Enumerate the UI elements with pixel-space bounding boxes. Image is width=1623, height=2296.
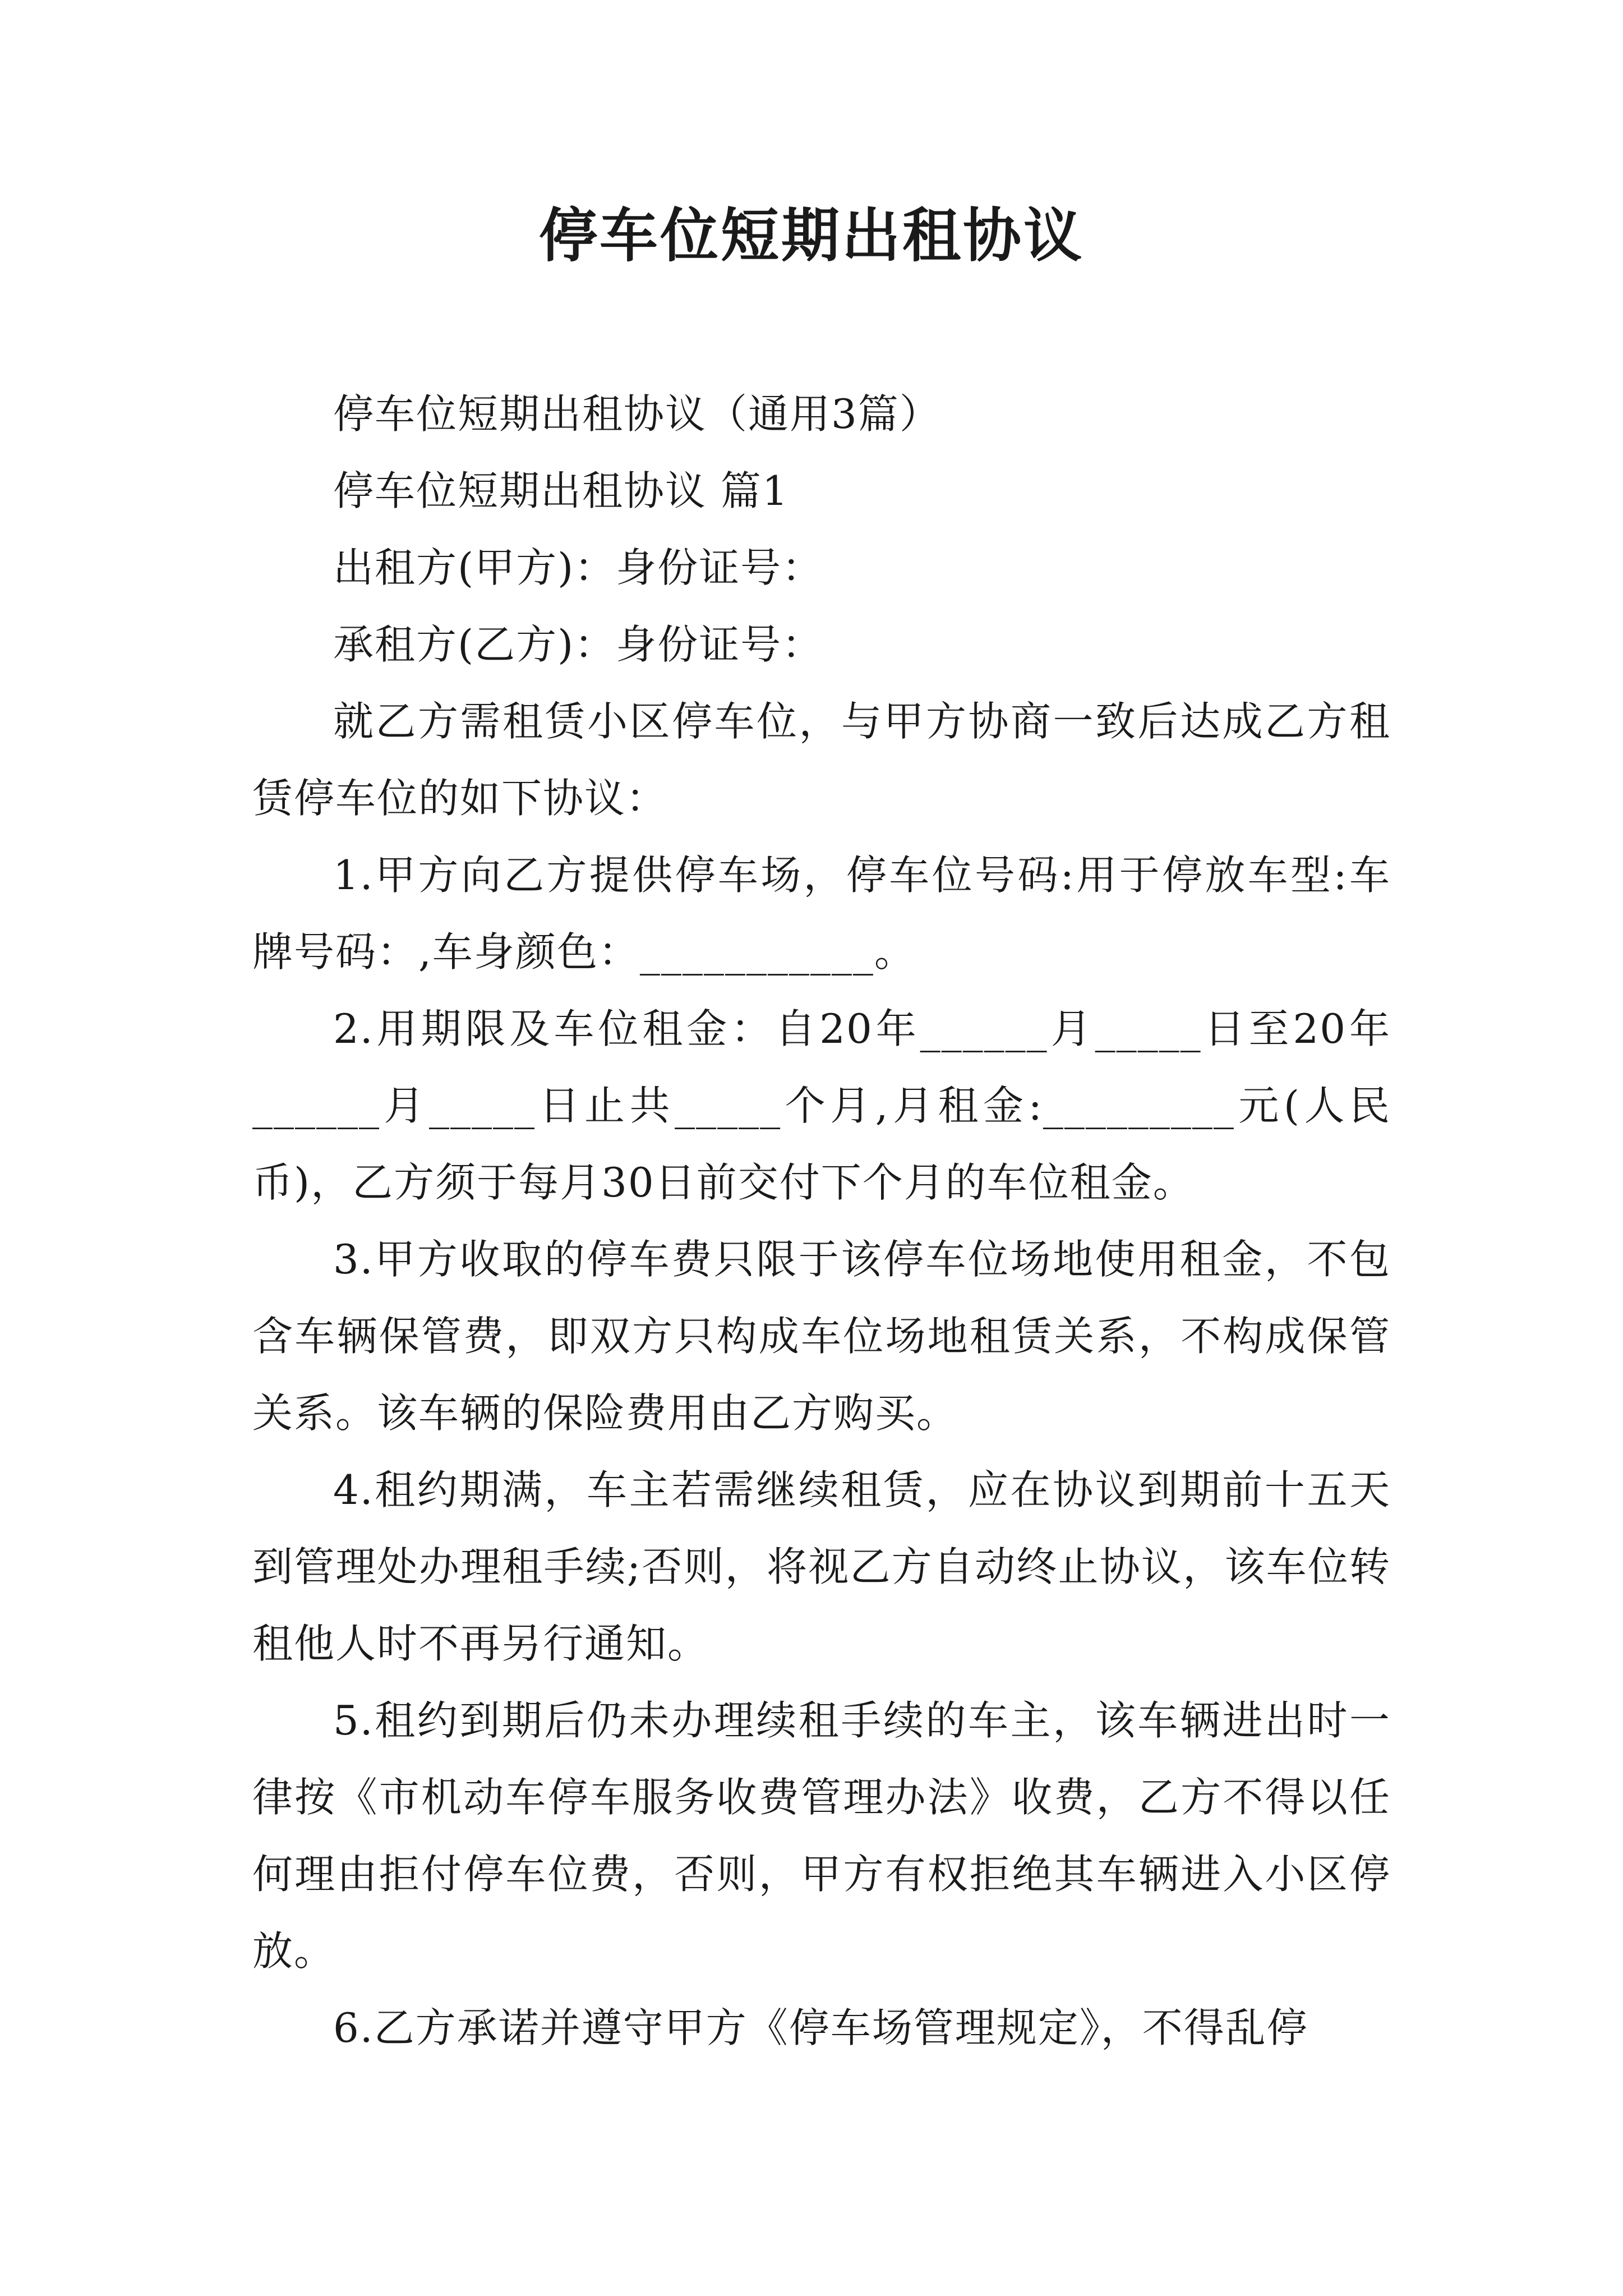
- document-body: [252, 376, 1391, 2067]
- paragraph-clause-5: 5.租约到期后仍未办理续租手续的车主，该车辆进出时一律按《市机动车停车服务收费管理办法》收费，乙方不得以任何理由拒付停车位费，否则，甲方有权拒绝其车辆进入小区停放。: [252, 1697, 1391, 1975]
- paragraph-lessee: 承租方(乙方)：身份证号：: [333, 621, 824, 668]
- paragraph-section-heading: 停车位短期出租协议 篇1: [333, 467, 789, 514]
- paragraph-lessor: 出租方(甲方)：身份证号：: [333, 544, 824, 591]
- paragraph-clause-2: 2.用期限及车位租金：自20年______月_____日至20年______月_____日止共_____个月,月租金:_________元(人民币)，乙方须于每月30日前交付下个月的车位租金。: [252, 1005, 1391, 1206]
- paragraph-subtitle: 停车位短期出租协议（通用3篇）: [333, 390, 941, 438]
- document-title: 停车位短期出租协议: [538, 201, 1084, 270]
- paragraph-clause-6: 6.乙方承诺并遵守甲方《停车场管理规定》，不得乱停: [333, 2004, 1308, 2051]
- paragraph-clause-4: 4.租约期满，车主若需继续租赁，应在协议到期前十五天到管理处办理租手续;否则，将视乙方自动终止协议，该车位转租他人时不再另行通知。: [252, 1466, 1391, 1667]
- paragraph-clause-1: 1.甲方向乙方提供停车场，停车位号码:用于停放车型:车牌号码：,车身颜色：___________。: [252, 852, 1391, 976]
- paragraph-clause-3: 3.甲方收取的停车费只限于该停车位场地使用租金，不包含车辆保管费，即双方只构成车位场地租赁关系，不构成保管关系。该车辆的保险费用由乙方购买。: [252, 1236, 1391, 1437]
- paragraph-intro: 就乙方需租赁小区停车位，与甲方协商一致后达成乙方租赁停车位的如下协议：: [252, 698, 1391, 822]
